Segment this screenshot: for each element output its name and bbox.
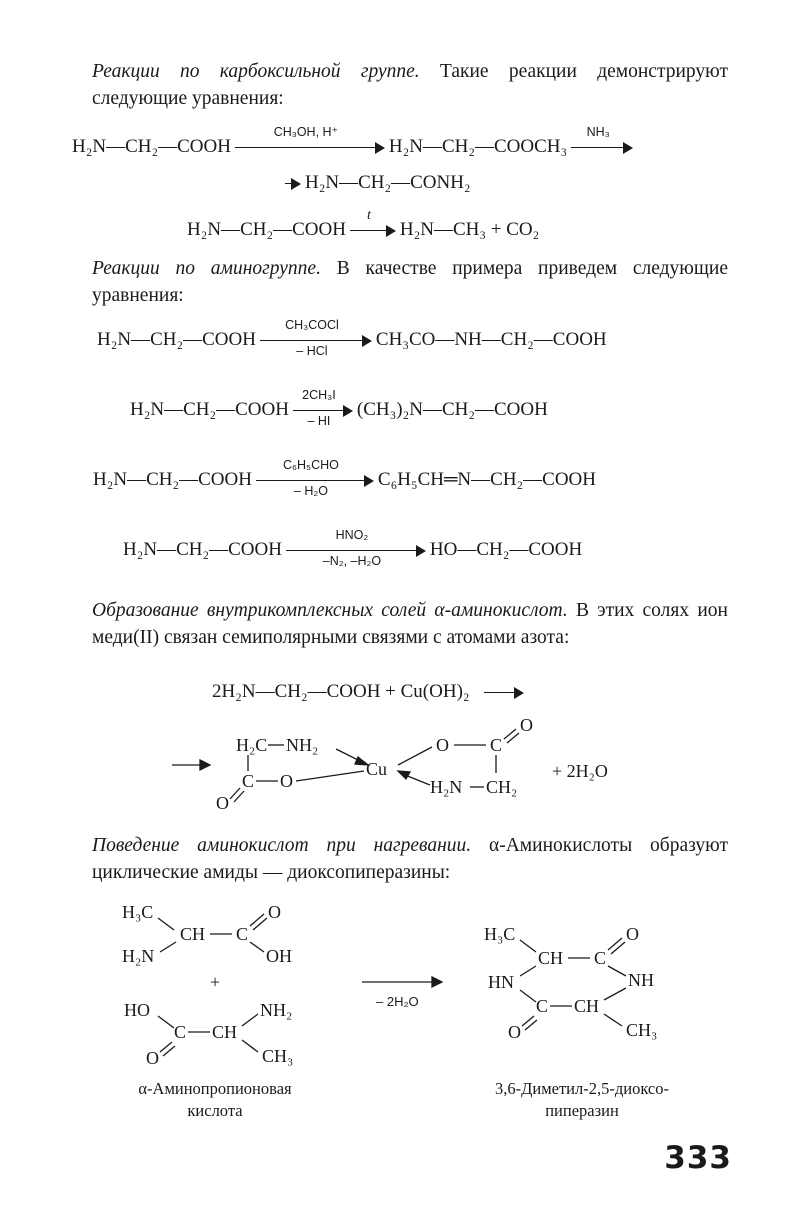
bond	[608, 966, 626, 976]
atom-h2c: H₂C	[236, 735, 268, 755]
paragraph-lead: Реакции по карбоксильной группе.	[92, 61, 420, 82]
equation-copper-salt	[212, 680, 528, 705]
paragraph-complex	[92, 597, 728, 651]
reaction-arrow	[260, 317, 372, 358]
bond	[604, 1014, 622, 1026]
reaction-arrow	[484, 681, 524, 705]
equation-middle: H₂N—CH₂—COOCH₃	[388, 136, 568, 157]
atom-ch: CH	[212, 1022, 238, 1042]
reaction-arrow	[285, 172, 301, 196]
equation-alkylation	[130, 387, 548, 428]
atom-c: C	[594, 948, 607, 968]
dioxopiperazine-scheme	[100, 890, 720, 1080]
arrow-reagent: 2CH₃I	[302, 387, 336, 402]
equation-schiff-base	[93, 457, 596, 498]
atom-o: O	[146, 1048, 159, 1068]
arrow-byproduct: – H₂O	[293, 483, 328, 498]
reaction-arrow	[286, 527, 426, 568]
bond	[160, 942, 176, 952]
plus-sign: +	[210, 972, 221, 992]
atom-ch2: CH₂	[486, 777, 518, 797]
atom-h2n: H₂N	[122, 946, 155, 966]
atom-c: C	[174, 1022, 187, 1042]
atom-h2n: H₂N	[430, 777, 463, 797]
label-line: 3,6-Диметил-2,5-диоксо-	[494, 1079, 669, 1098]
bond	[242, 1040, 258, 1052]
atom-o-left: O	[280, 771, 293, 791]
atom-o-double-left: O	[216, 793, 229, 813]
atom-nh2: NH₂	[260, 1000, 293, 1020]
equation-decarboxylation	[187, 207, 540, 243]
equation-deamination	[123, 527, 583, 568]
arrow-byproduct: – HI	[307, 413, 331, 428]
equation-left: H₂N—CH₂—COOH	[93, 469, 252, 490]
paragraph-amino	[92, 255, 728, 309]
label-line: кислота	[187, 1101, 243, 1120]
bond	[520, 990, 536, 1002]
label-line: пиперазин	[545, 1101, 619, 1120]
atom-ch: CH	[180, 924, 206, 944]
atom-o: O	[268, 902, 281, 922]
bond	[296, 771, 364, 781]
arrow-condition: t	[366, 207, 371, 223]
arrow-byproduct: – 2H₂O	[376, 994, 419, 1009]
atom-c-right: C	[490, 735, 503, 755]
equation-left: H₂N—CH₂—COOH	[187, 219, 346, 240]
paragraph-lead: Поведение аминокислот при нагревании.	[92, 835, 472, 856]
paragraph-heating	[92, 832, 728, 886]
atom-h3c: H₃C	[484, 924, 516, 944]
bond	[604, 988, 626, 1000]
atom-o: O	[508, 1022, 521, 1042]
equation-esterification	[72, 124, 637, 160]
paragraph-text: В качестве примера приведем следующие уравнения:	[92, 258, 728, 306]
bond	[608, 938, 622, 950]
paragraph-lead: Реакции по аминогруппе.	[92, 258, 321, 279]
arrow-byproduct: – HCl	[296, 343, 328, 358]
atom-o-double-right: O	[520, 715, 533, 735]
atom-ch3: CH₃	[262, 1046, 294, 1066]
label-line: α-Аминопропионовая	[138, 1079, 292, 1098]
copper-complex-structure	[160, 715, 650, 815]
leading-arrow-head	[200, 760, 210, 770]
bond	[398, 747, 432, 765]
atom-ch: CH	[538, 948, 564, 968]
atom-o: O	[626, 924, 639, 944]
equation-right: H₂N—CH₃ + CO₂	[399, 219, 540, 240]
atom-c-left: C	[242, 771, 255, 791]
atom-o-right: O	[436, 735, 449, 755]
equation-amide	[281, 171, 471, 196]
atom-ch: CH	[574, 996, 600, 1016]
equation-product: H₂N—CH₂—CONH₂	[305, 172, 471, 193]
equation-acylation	[97, 317, 607, 358]
equation-left: H₂N—CH₂—COOH	[123, 539, 282, 560]
label-product	[462, 1078, 702, 1122]
arrow-condition: CH₃OH, H⁺	[273, 124, 339, 139]
atom-nh: NH	[628, 970, 654, 990]
bond	[611, 942, 625, 954]
bond	[158, 918, 174, 930]
equation-right: C₆H₅CH═N—CH₂—COOH	[377, 469, 596, 490]
label-reactant	[100, 1078, 330, 1122]
bond	[520, 940, 536, 952]
paragraph-text: α-Аминокислоты образуют циклические амиды — диоксопиперазины:	[92, 835, 728, 883]
bond	[242, 1014, 258, 1026]
bond	[250, 942, 264, 952]
reaction-arrow	[256, 457, 374, 498]
arrow-reagent: C₆H₅CHO	[282, 457, 339, 472]
equation-left: H₂N—CH₂—COOH	[97, 329, 256, 350]
water-product: + 2H₂O	[552, 761, 608, 781]
reaction-arrow	[293, 387, 353, 428]
arrow-reagent: HNO₂	[335, 527, 369, 542]
paragraph-text: Такие реакции демонстрируют следующие уравнения:	[92, 61, 728, 109]
atom-oh: OH	[266, 946, 292, 966]
reaction-arrow	[571, 124, 633, 160]
reaction-arrow-head	[432, 977, 442, 987]
page-number: 333	[664, 1140, 732, 1176]
atom-nh2: NH₂	[286, 735, 319, 755]
atom-c: C	[536, 996, 549, 1016]
equation-right: (CH₃)₂N—CH₂—COOH	[356, 399, 548, 420]
paragraph-lead: Образование внутрикомплексных солей α-аминокислот.	[92, 600, 568, 621]
bond	[520, 966, 536, 976]
arrow-condition: NH₃	[586, 124, 610, 139]
bond	[250, 914, 264, 926]
paragraph-text: В этих солях ион меди(II) связан семиполярными связями с атомами азота:	[92, 600, 728, 648]
equation-left: 2H₂N—CH₂—COOH + Cu(OH)₂	[212, 681, 470, 702]
atom-cu: Cu	[366, 759, 388, 779]
arrow-byproduct: –N₂, –H₂O	[322, 553, 382, 568]
atom-ho: HO	[124, 1000, 150, 1020]
atom-hn: HN	[488, 972, 514, 992]
arrow-reagent: CH₃COCl	[285, 317, 339, 332]
equation-left: H₂N—CH₂—COOH	[72, 136, 231, 157]
equation-right: HO—CH₂—COOH	[429, 539, 583, 560]
paragraph-carboxyl	[92, 58, 728, 112]
atom-ch3: CH₃	[626, 1020, 658, 1040]
atom-h3c: H₃C	[122, 902, 154, 922]
bond	[158, 1016, 174, 1028]
equation-right: CH₃CO—NH—CH₂—COOH	[375, 329, 607, 350]
bond	[253, 918, 267, 930]
coordination-arrowhead	[398, 771, 410, 779]
equation-left: H₂N—CH₂—COOH	[130, 399, 289, 420]
reaction-arrow	[350, 207, 396, 243]
reaction-arrow	[235, 124, 385, 160]
atom-c: C	[236, 924, 249, 944]
